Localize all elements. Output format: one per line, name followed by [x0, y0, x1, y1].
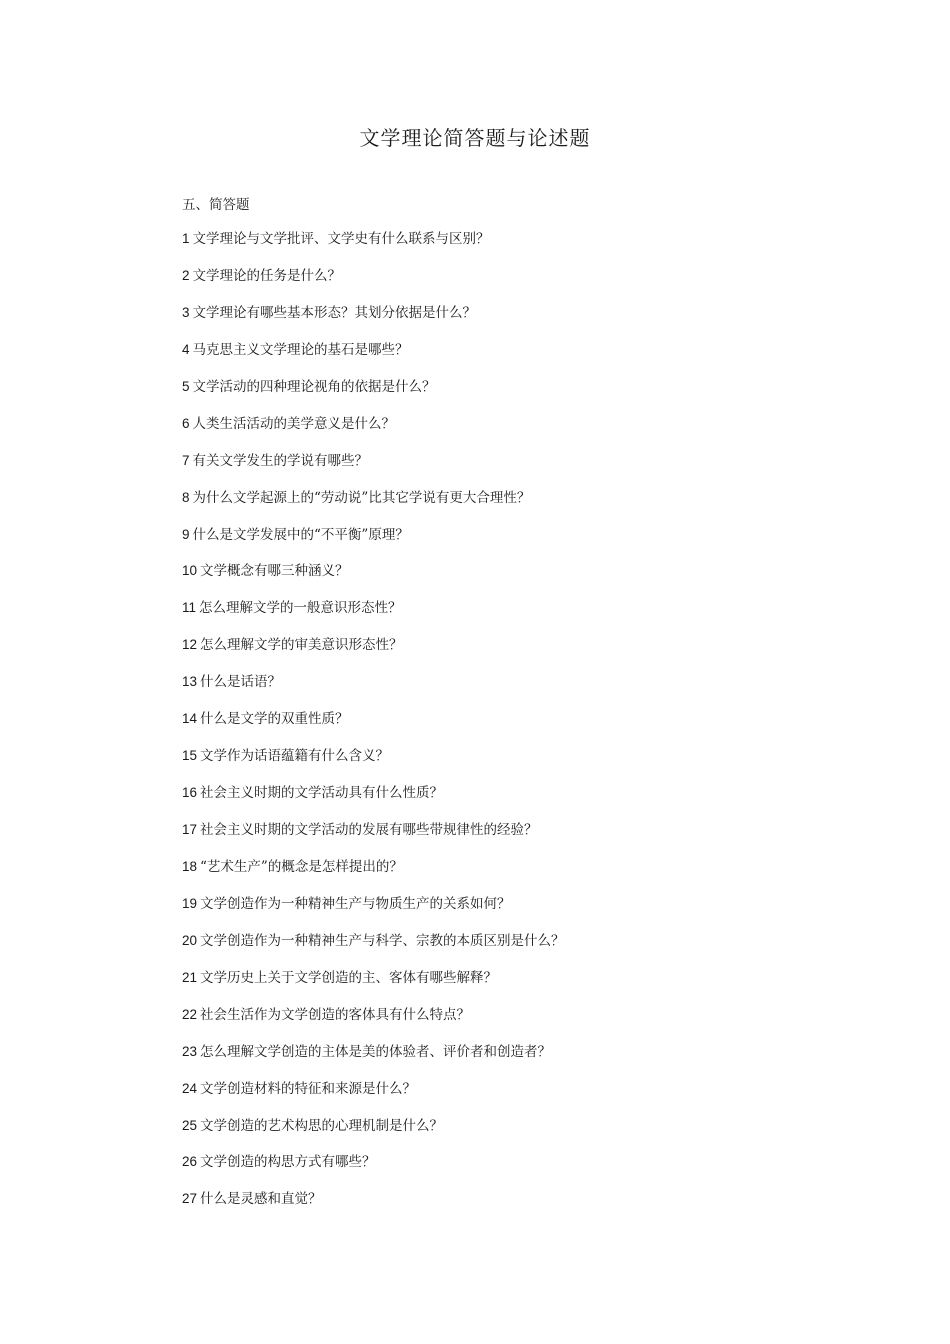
question-text: 文学创造的构思方式有哪些？ — [200, 1154, 376, 1171]
question-item — [182, 526, 565, 563]
question-text: 为什么文学起源上的“劳动说”比其它学说有更大合理性？ — [192, 489, 531, 506]
question-number: 25 — [182, 1117, 198, 1133]
question-number: 24 — [182, 1080, 198, 1096]
question-item — [182, 599, 565, 636]
question-number: 11 — [182, 600, 197, 616]
question-text: 社会生活作为文学创造的客体具有什么特点？ — [200, 1006, 471, 1023]
question-number: 4 — [182, 341, 190, 357]
question-item — [182, 784, 565, 821]
question-text: 文学理论的任务是什么？ — [192, 267, 342, 284]
question-item — [182, 1006, 565, 1043]
question-item — [182, 636, 565, 673]
question-item — [182, 821, 565, 858]
question-item — [182, 1043, 565, 1080]
question-number: 19 — [182, 895, 198, 911]
question-text: 文学历史上关于文学创造的主、客体有哪些解释？ — [200, 969, 498, 986]
question-number: 22 — [182, 1006, 198, 1022]
question-number: 6 — [182, 415, 190, 431]
question-number: 17 — [182, 822, 198, 837]
question-text: 什么是灵感和直觉？ — [200, 1191, 322, 1208]
question-text: 怎么理解文学的一般意识形态性？ — [199, 600, 402, 617]
question-item — [182, 747, 565, 784]
question-item — [182, 932, 565, 969]
question-text: 文学创造材料的特征和来源是什么？ — [200, 1080, 417, 1097]
question-number: 1 — [182, 231, 190, 246]
question-item — [182, 858, 565, 895]
question-item — [182, 1117, 565, 1154]
section-heading: 五、简答题 — [182, 197, 250, 213]
question-number: 3 — [182, 304, 190, 320]
question-item — [182, 304, 565, 341]
question-item — [182, 673, 565, 710]
question-number: 8 — [182, 489, 190, 505]
question-number: 18 — [182, 858, 198, 874]
question-number: 23 — [182, 1043, 198, 1059]
question-number: 13 — [182, 674, 198, 690]
question-number: 2 — [182, 267, 190, 283]
question-number: 27 — [182, 1191, 198, 1207]
question-item — [182, 1153, 565, 1190]
question-text: 文学理论有哪些基本形态？其划分依据是什么？ — [192, 304, 477, 321]
question-number: 5 — [182, 378, 190, 394]
question-number: 21 — [182, 969, 198, 985]
document-title: 文学理论简答题与论述题 — [359, 126, 591, 150]
question-text: 文学活动的四种理论视角的依据是什么？ — [192, 378, 436, 395]
question-text: 怎么理解文学的审美意识形态性？ — [200, 637, 403, 654]
question-text: 文学理论与文学批评、文学史有什么联系与区别？ — [192, 231, 490, 247]
question-text: 社会主义时期的文学活动具有什么性质？ — [200, 785, 444, 802]
question-number: 16 — [182, 785, 198, 801]
question-item — [182, 562, 565, 599]
question-item — [182, 1190, 565, 1227]
question-text: 文学概念有哪三种涵义？ — [200, 563, 349, 580]
question-number: 26 — [182, 1154, 198, 1170]
question-number: 7 — [182, 452, 190, 468]
question-item — [182, 378, 565, 415]
question-text: 什么是文学发展中的“不平衡”原理？ — [192, 526, 409, 543]
question-number: 10 — [182, 563, 198, 579]
question-text: 什么是文学的双重性质？ — [200, 711, 349, 728]
question-number: 15 — [182, 748, 198, 764]
question-item — [182, 267, 565, 304]
question-number: 14 — [182, 711, 198, 727]
question-list — [182, 230, 565, 1227]
question-text: 文学创造的艺术构思的心理机制是什么？ — [200, 1117, 444, 1134]
question-item — [182, 341, 565, 378]
question-number: 12 — [182, 637, 198, 653]
question-number: 9 — [182, 526, 190, 542]
question-text: 文学创造作为一种精神生产与科学、宗教的本质区别是什么？ — [200, 932, 565, 949]
question-item — [182, 895, 565, 932]
question-item — [182, 230, 565, 267]
question-text: 人类生活活动的美学意义是什么？ — [192, 415, 396, 432]
question-text: 文学作为话语蕴籍有什么含义？ — [200, 748, 390, 765]
question-text: 有关文学发生的学说有哪些？ — [192, 452, 369, 469]
question-number: 20 — [182, 932, 198, 948]
question-item — [182, 710, 565, 747]
question-text: “艺术生产”的概念是怎样提出的？ — [200, 858, 403, 875]
question-text: 马克思主义文学理论的基石是哪些？ — [192, 341, 409, 358]
question-text: 文学创造作为一种精神生产与物质生产的关系如何？ — [200, 895, 511, 912]
question-item — [182, 452, 565, 489]
question-item — [182, 415, 565, 452]
question-item — [182, 1080, 565, 1117]
question-text: 社会主义时期的文学活动的发展有哪些带规律性的经验？ — [200, 822, 538, 838]
question-item — [182, 969, 565, 1006]
question-text: 怎么理解文学创造的主体是美的体验者、评价者和创造者？ — [200, 1043, 552, 1060]
question-item — [182, 489, 565, 526]
question-text: 什么是话语？ — [200, 674, 282, 691]
